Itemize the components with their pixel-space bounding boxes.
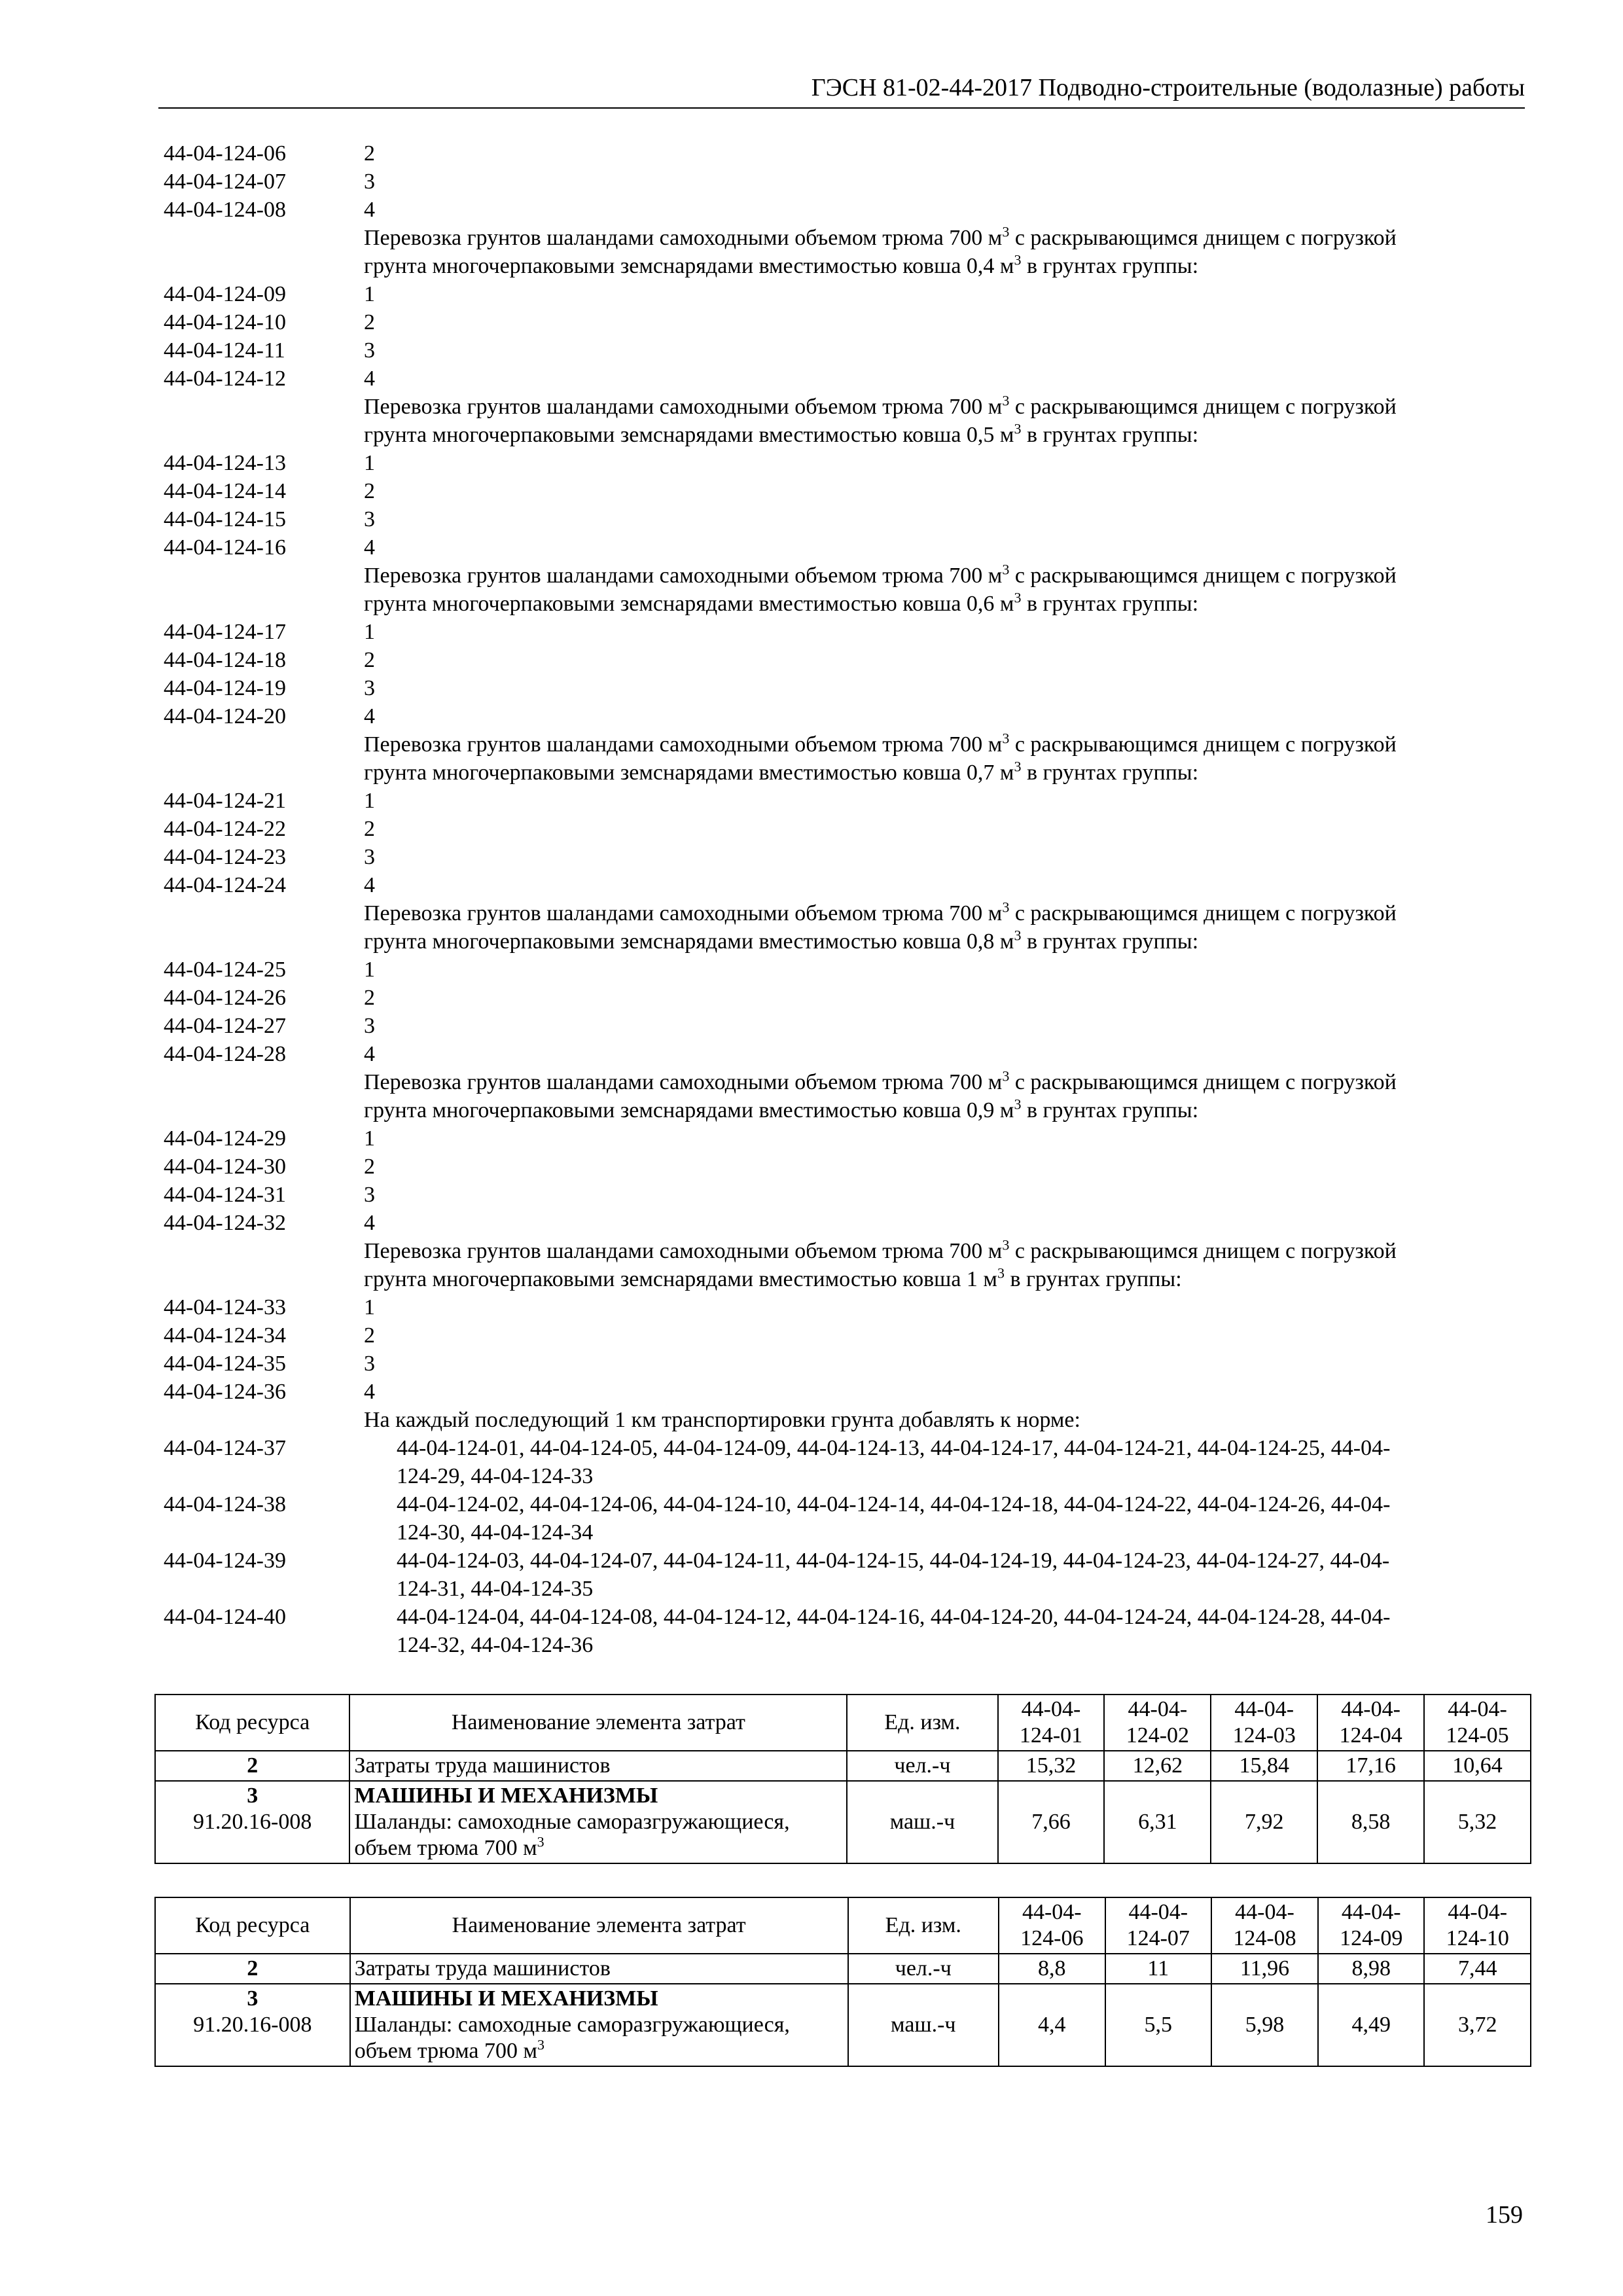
section-code: 3 — [247, 1784, 259, 1808]
superscript: 3 — [1002, 1067, 1010, 1085]
section-title: МАШИНЫ И МЕХАНИЗМЫ — [354, 1986, 658, 2011]
norm-row — [164, 618, 1531, 646]
resource-value: 7,66 — [998, 1781, 1105, 1863]
section-heading-line — [364, 927, 1531, 956]
resource-name: Затраты труда машинистов — [349, 1751, 847, 1781]
soil-group: 2 — [364, 817, 375, 841]
norm-row — [164, 1350, 1531, 1378]
resource-value: 4,49 — [1318, 1984, 1424, 2066]
section-heading-line — [364, 899, 1531, 927]
resource-value: 3,72 — [1424, 1984, 1531, 2066]
norm-code-part: 124-05 — [1446, 1723, 1509, 1748]
resource-value: 4,4 — [999, 1984, 1105, 2066]
norm-row — [164, 956, 1531, 984]
additional-row — [164, 1434, 1531, 1490]
heading-text: Перевозка грунтов шаландами самоходными объемом трюма 700 м — [364, 564, 1003, 588]
soil-group: 4 — [364, 535, 375, 560]
heading-text: грунта многочерпаковыми земснарядами вместимостью ковша 0,4 м — [364, 254, 1014, 278]
soil-group: 1 — [364, 958, 375, 982]
heading-text: с раскрывающимся днищем с погрузкой — [1009, 226, 1397, 250]
soil-group: 1 — [364, 789, 375, 813]
norm-code: 44-04-124-34 — [164, 1323, 286, 1348]
heading-text: в грунтах группы: — [1004, 1267, 1182, 1291]
resource-value: 11,96 — [1211, 1954, 1318, 1984]
norm-row — [164, 308, 1531, 336]
superscript: 3 — [1014, 927, 1022, 944]
col-norm-header — [999, 1897, 1105, 1954]
heading-text: Перевозка грунтов шаландами самоходными объемом трюма 700 м — [364, 1239, 1003, 1263]
resource-value: 7,44 — [1424, 1954, 1531, 1984]
soil-group: 3 — [364, 1183, 375, 1207]
soil-group: 2 — [364, 141, 375, 166]
resource-value: 8,98 — [1318, 1954, 1424, 1984]
norm-code: 44-04-124-32 — [164, 1211, 286, 1235]
soil-group: 4 — [364, 198, 375, 222]
norm-code: 44-04-124-14 — [164, 479, 286, 503]
norm-code-part: 124-07 — [1126, 1926, 1190, 1950]
heading-text: Перевозка грунтов шаландами самоходными объемом трюма 700 м — [364, 732, 1003, 757]
norm-code: 44-04-124-25 — [164, 958, 286, 982]
norm-code: 44-04-124-38 — [164, 1492, 286, 1516]
refs-line: 44-04-124-02, 44-04-124-06, 44-04-124-10, 44-04-124-14, 44-04-124-18, 44-04-124-22, 44-04-124-26, 44-04- — [397, 1492, 1391, 1516]
soil-group: 3 — [364, 676, 375, 700]
heading-text: грунта многочерпаковыми земснарядами вместимостью ковша 0,6 м — [364, 592, 1014, 616]
soil-group: 2 — [364, 479, 375, 503]
col-norm-header — [1211, 1695, 1317, 1751]
heading-text: с раскрывающимся днищем с погрузкой — [1009, 1070, 1397, 1094]
section-heading-line — [364, 1068, 1531, 1096]
resource-unit: чел.-ч — [847, 1751, 997, 1781]
norm-code: 44-04-124-06 — [164, 141, 286, 166]
heading-text: Перевозка грунтов шаландами самоходными объемом трюма 700 м — [364, 1070, 1003, 1094]
norm-row — [164, 449, 1531, 477]
heading-text: с раскрывающимся днищем с погрузкой — [1009, 395, 1397, 419]
soil-group: 4 — [364, 1211, 375, 1235]
norm-code: 44-04-124-40 — [164, 1605, 286, 1629]
col-unit-header: Ед. изм. — [847, 1695, 997, 1751]
section-heading-line — [364, 759, 1531, 787]
norm-code: 44-04-124-18 — [164, 648, 286, 672]
heading-text: с раскрывающимся днищем с погрузкой — [1009, 1239, 1397, 1263]
section-heading-line — [364, 590, 1531, 618]
superscript: 3 — [1002, 899, 1010, 916]
machine-name-text: объем трюма 700 м — [354, 1836, 537, 1860]
resource-value: 7,92 — [1211, 1781, 1317, 1863]
soil-group: 4 — [364, 1042, 375, 1066]
section-heading — [164, 899, 1531, 956]
norm-code: 44-04-124-19 — [164, 676, 286, 700]
norm-code: 44-04-124-08 — [164, 198, 286, 222]
norm-code-part: 124-03 — [1232, 1723, 1296, 1748]
superscript: 3 — [1002, 730, 1010, 747]
resource-value: 10,64 — [1424, 1751, 1531, 1781]
section-heading — [164, 1237, 1531, 1293]
resource-name: Затраты труда машинистов — [350, 1954, 848, 1984]
soil-group: 2 — [364, 986, 375, 1010]
superscript: 3 — [1002, 223, 1010, 240]
norm-row — [164, 280, 1531, 308]
col-name-header: Наименование элемента затрат — [350, 1897, 848, 1954]
norm-row — [164, 139, 1531, 168]
section-title: МАШИНЫ И МЕХАНИЗМЫ — [354, 1784, 658, 1808]
norm-row — [164, 843, 1531, 871]
resource-value: 5,5 — [1105, 1984, 1211, 2066]
superscript: 3 — [1014, 589, 1022, 606]
norm-row — [164, 477, 1531, 505]
norm-code-part: 44-04- — [1128, 1900, 1188, 1924]
resource-value: 12,62 — [1104, 1751, 1211, 1781]
norm-code-part: 124-04 — [1339, 1723, 1402, 1748]
resource-value: 15,84 — [1211, 1751, 1317, 1781]
norm-code: 44-04-124-27 — [164, 1014, 286, 1038]
soil-group: 3 — [364, 507, 375, 531]
refs-line: 124-30, 44-04-124-34 — [397, 1520, 594, 1545]
heading-text: Перевозка грунтов шаландами самоходными объемом трюма 700 м — [364, 226, 1003, 250]
heading-text: с раскрывающимся днищем с погрузкой — [1009, 564, 1397, 588]
norm-code-part: 124-10 — [1446, 1926, 1509, 1950]
norm-code: 44-04-124-33 — [164, 1295, 286, 1319]
heading-text: в грунтах группы: — [1021, 761, 1199, 785]
superscript: 3 — [1014, 251, 1022, 268]
norm-row — [164, 336, 1531, 365]
heading-text: с раскрывающимся днищем с погрузкой — [1009, 732, 1397, 757]
norm-code-part: 44-04- — [1235, 1900, 1294, 1924]
norm-code: 44-04-124-24 — [164, 873, 286, 897]
resource-code: 2 — [155, 1751, 349, 1781]
section-heading — [164, 393, 1531, 449]
norm-row — [164, 1378, 1531, 1406]
refs-line: 124-32, 44-04-124-36 — [397, 1633, 594, 1657]
heading-text: в грунтах группы: — [1021, 254, 1199, 278]
norm-code: 44-04-124-20 — [164, 704, 286, 728]
superscript: 3 — [537, 2036, 544, 2053]
section-heading-line — [364, 1237, 1531, 1265]
section-heading-line — [364, 224, 1531, 252]
resource-value: 5,32 — [1424, 1781, 1531, 1863]
norm-code: 44-04-124-22 — [164, 817, 286, 841]
heading-text: грунта многочерпаковыми земснарядами вместимостью ковша 0,9 м — [364, 1098, 1014, 1122]
soil-group: 1 — [364, 1295, 375, 1319]
soil-group: 3 — [364, 1014, 375, 1038]
section-heading-line — [364, 393, 1531, 421]
norm-row — [164, 815, 1531, 843]
spacer — [160, 2038, 346, 2064]
norm-refs — [397, 1603, 1531, 1659]
resource-name — [349, 1781, 847, 1863]
machine-name — [354, 1835, 842, 1861]
refs-line: 124-29, 44-04-124-33 — [397, 1464, 594, 1488]
norm-row — [164, 787, 1531, 815]
col-norm-header — [1318, 1897, 1424, 1954]
section-heading-line — [364, 1265, 1531, 1293]
col-code-header: Код ресурса — [155, 1695, 349, 1751]
heading-text: в грунтах группы: — [1021, 423, 1199, 447]
norm-row — [164, 505, 1531, 533]
superscript: 3 — [997, 1265, 1005, 1282]
norm-code-part: 124-02 — [1126, 1723, 1190, 1748]
heading-text: в грунтах группы: — [1021, 592, 1199, 616]
resource-code — [155, 1984, 350, 2066]
section-heading — [164, 730, 1531, 787]
norm-code-part: 124-01 — [1019, 1723, 1083, 1748]
norm-code: 44-04-124-10 — [164, 310, 286, 334]
page-header — [158, 73, 1525, 109]
superscript: 3 — [1002, 392, 1010, 409]
norm-code: 44-04-124-35 — [164, 1352, 286, 1376]
heading-text: грунта многочерпаковыми земснарядами вместимостью ковша 0,7 м — [364, 761, 1014, 785]
norm-row — [164, 1012, 1531, 1040]
section-heading-line — [364, 421, 1531, 449]
heading-text: в грунтах группы: — [1021, 929, 1199, 954]
resource-unit: маш.-ч — [847, 1781, 997, 1863]
norm-row — [164, 365, 1531, 393]
norm-code-part: 44-04- — [1022, 1900, 1082, 1924]
heading-text: Перевозка грунтов шаландами самоходными объемом трюма 700 м — [364, 395, 1003, 419]
machine-name: Шаланды: самоходные саморазгружающиеся, — [354, 1810, 790, 1834]
resource-name — [350, 1984, 848, 2066]
refs-line: 44-04-124-01, 44-04-124-05, 44-04-124-09, 44-04-124-13, 44-04-124-17, 44-04-124-21, 44-04-124-25, 44-04- — [397, 1436, 1391, 1460]
soil-group: 4 — [364, 873, 375, 897]
col-norm-header — [1104, 1695, 1211, 1751]
page-number: 159 — [1486, 2201, 1523, 2229]
section-heading — [164, 1068, 1531, 1124]
norm-row — [164, 168, 1531, 196]
norm-code: 44-04-124-17 — [164, 620, 286, 644]
norm-code: 44-04-124-21 — [164, 789, 286, 813]
col-norm-header — [1317, 1695, 1424, 1751]
section-heading-line — [364, 562, 1531, 590]
norm-refs — [397, 1434, 1531, 1490]
soil-group: 3 — [364, 170, 375, 194]
norm-row — [164, 646, 1531, 674]
norm-row — [164, 196, 1531, 224]
norm-list — [164, 139, 1531, 1659]
resource-unit: чел.-ч — [848, 1954, 999, 1984]
norm-row — [164, 1181, 1531, 1209]
resource-code: 2 — [155, 1954, 350, 1984]
norm-code: 44-04-124-37 — [164, 1436, 286, 1460]
norm-code: 44-04-124-07 — [164, 170, 286, 194]
resource-value: 11 — [1105, 1954, 1211, 1984]
refs-line: 44-04-124-03, 44-04-124-07, 44-04-124-11, 44-04-124-15, 44-04-124-19, 44-04-124-23, 44-04-124-27, 44-04- — [397, 1549, 1390, 1573]
labor-row — [155, 1954, 1531, 1984]
section-heading-line — [364, 1096, 1531, 1124]
soil-group: 4 — [364, 704, 375, 728]
machine-name: Шаланды: самоходные саморазгружающиеся, — [354, 2013, 790, 2037]
section-heading-line — [364, 252, 1531, 280]
resource-code — [155, 1781, 349, 1863]
col-unit-header: Ед. изм. — [848, 1897, 999, 1954]
heading-text: с раскрывающимся днищем с погрузкой — [1009, 901, 1397, 925]
norm-code-part: 44-04- — [1128, 1697, 1188, 1721]
col-norm-header — [1211, 1897, 1318, 1954]
section-heading — [164, 562, 1531, 618]
table-header-row — [155, 1897, 1531, 1954]
norm-code: 44-04-124-12 — [164, 367, 286, 391]
norm-row — [164, 702, 1531, 730]
norm-row — [164, 1209, 1531, 1237]
norm-code-part: 44-04- — [1234, 1697, 1294, 1721]
soil-group: 4 — [364, 367, 375, 391]
document-title: ГЭСН 81-02-44-2017 Подводно-строительные (водолазные) работы — [811, 74, 1525, 101]
resource-value: 8,58 — [1317, 1781, 1424, 1863]
heading-text: грунта многочерпаковыми земснарядами вместимостью ковша 0,5 м — [364, 423, 1014, 447]
resource-value: 15,32 — [998, 1751, 1105, 1781]
norm-code: 44-04-124-11 — [164, 338, 285, 363]
additional-row — [164, 1490, 1531, 1547]
col-norm-header — [998, 1695, 1105, 1751]
norm-row — [164, 984, 1531, 1012]
norm-refs — [397, 1490, 1531, 1547]
norm-code: 44-04-124-39 — [164, 1549, 286, 1573]
superscript: 3 — [1002, 1236, 1010, 1253]
soil-group: 1 — [364, 282, 375, 306]
norm-row — [164, 1321, 1531, 1350]
soil-group: 3 — [364, 338, 375, 363]
col-norm-header — [1105, 1897, 1211, 1954]
superscript: 3 — [537, 1833, 544, 1850]
norm-code-part: 44-04- — [1448, 1900, 1508, 1924]
soil-group: 3 — [364, 1352, 375, 1376]
machine-code: 91.20.16-008 — [193, 1810, 312, 1834]
labor-row — [155, 1751, 1531, 1781]
norm-code: 44-04-124-13 — [164, 451, 286, 475]
norm-row — [164, 871, 1531, 899]
norm-row — [164, 1153, 1531, 1181]
refs-line: 124-31, 44-04-124-35 — [397, 1577, 594, 1601]
norm-code: 44-04-124-15 — [164, 507, 286, 531]
norm-code: 44-04-124-26 — [164, 986, 286, 1010]
norm-code: 44-04-124-30 — [164, 1155, 286, 1179]
machine-code: 91.20.16-008 — [193, 2013, 312, 2037]
norm-row — [164, 533, 1531, 562]
machine-row — [155, 1984, 1531, 2066]
norm-code: 44-04-124-31 — [164, 1183, 286, 1207]
machine-name — [355, 2038, 844, 2064]
resource-value: 6,31 — [1104, 1781, 1211, 1863]
machine-name-text: объем трюма 700 м — [354, 2039, 537, 2063]
additional-row — [164, 1603, 1531, 1659]
col-norm-header — [1424, 1897, 1531, 1954]
resource-table-2 — [154, 1897, 1531, 2067]
norm-code-part: 44-04- — [1341, 1900, 1401, 1924]
norm-code-part: 124-09 — [1340, 1926, 1403, 1950]
resource-value: 5,98 — [1211, 1984, 1318, 2066]
norm-code-part: 124-06 — [1020, 1926, 1084, 1950]
section-heading-line — [364, 730, 1531, 759]
soil-group: 1 — [364, 620, 375, 644]
norm-code: 44-04-124-29 — [164, 1126, 286, 1151]
soil-group: 1 — [364, 1126, 375, 1151]
heading-text: грунта многочерпаковыми земснарядами вместимостью ковша 1 м — [364, 1267, 997, 1291]
superscript: 3 — [1002, 561, 1010, 578]
heading-text: в грунтах группы: — [1021, 1098, 1199, 1122]
norm-row — [164, 1124, 1531, 1153]
norm-row — [164, 1293, 1531, 1321]
norm-row — [164, 1040, 1531, 1068]
soil-group: 3 — [364, 845, 375, 869]
spacer — [160, 1835, 345, 1861]
table-header-row — [155, 1695, 1531, 1751]
resource-value: 17,16 — [1317, 1751, 1424, 1781]
norm-code: 44-04-124-23 — [164, 845, 286, 869]
norm-code-part: 44-04- — [1448, 1697, 1507, 1721]
norm-code: 44-04-124-16 — [164, 535, 286, 560]
superscript: 3 — [1014, 1096, 1022, 1113]
norm-code: 44-04-124-36 — [164, 1380, 286, 1404]
heading-text: грунта многочерпаковыми земснарядами вместимостью ковша 0,8 м — [364, 929, 1014, 954]
col-code-header: Код ресурса — [155, 1897, 350, 1954]
norm-code-part: 44-04- — [1341, 1697, 1400, 1721]
norm-refs — [397, 1547, 1531, 1603]
soil-group: 2 — [364, 1155, 375, 1179]
superscript: 3 — [1014, 420, 1022, 437]
resource-unit: маш.-ч — [848, 1984, 999, 2066]
machine-row — [155, 1781, 1531, 1863]
section-code: 3 — [247, 1986, 259, 2011]
norm-code-part: 124-08 — [1233, 1926, 1296, 1950]
additional-heading: На каждый последующий 1 км транспортировки грунта добавлять к норме: — [364, 1408, 1080, 1432]
norm-code: 44-04-124-09 — [164, 282, 286, 306]
norm-row — [164, 674, 1531, 702]
superscript: 3 — [1014, 758, 1022, 775]
soil-group: 4 — [364, 1380, 375, 1404]
resource-value: 8,8 — [999, 1954, 1105, 1984]
norm-code: 44-04-124-28 — [164, 1042, 286, 1066]
heading-text: Перевозка грунтов шаландами самоходными объемом трюма 700 м — [364, 901, 1003, 925]
soil-group: 2 — [364, 648, 375, 672]
col-name-header: Наименование элемента затрат — [349, 1695, 847, 1751]
norm-code-part: 44-04- — [1021, 1697, 1081, 1721]
soil-group: 2 — [364, 310, 375, 334]
refs-line: 44-04-124-04, 44-04-124-08, 44-04-124-12, 44-04-124-16, 44-04-124-20, 44-04-124-24, 44-04-124-28, 44-04- — [397, 1605, 1391, 1629]
additional-row — [164, 1547, 1531, 1603]
soil-group: 1 — [364, 451, 375, 475]
soil-group: 2 — [364, 1323, 375, 1348]
section-heading — [164, 224, 1531, 280]
col-norm-header — [1424, 1695, 1531, 1751]
resource-table-1 — [154, 1694, 1531, 1864]
